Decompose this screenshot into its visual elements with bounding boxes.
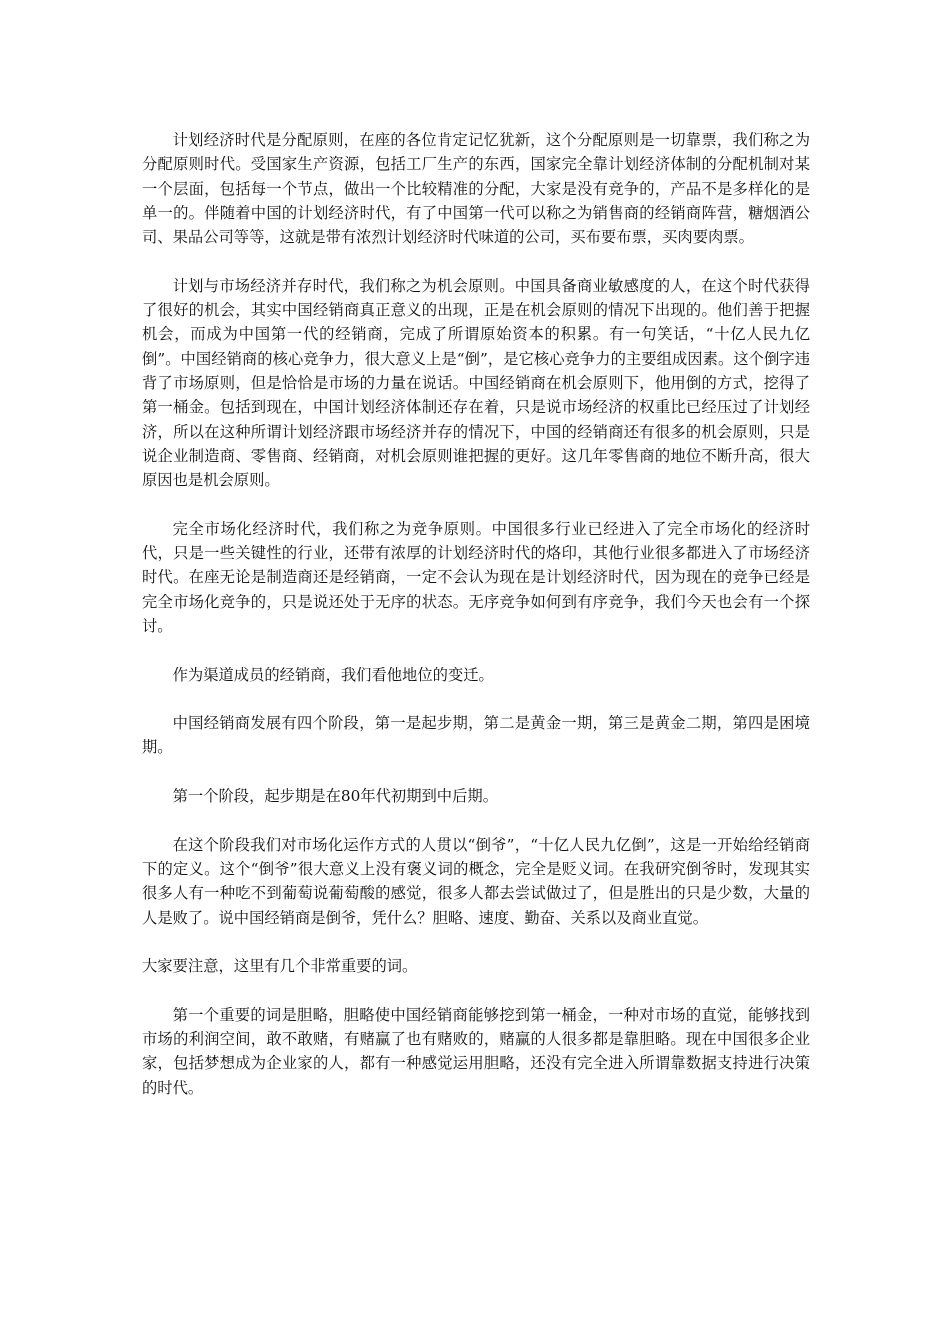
document-page	[142, 128, 810, 1124]
paragraph-daoye: 在这个阶段我们对市场化运作方式的人贯以“倒爷”，“十亿人民九亿倒”，这是一开始给经销商下的定义。这个“倒爷”很大意义上没有褒义词的概念，完全是贬义词。在我研究倒爷时，发现其实很多人有一种吃不到葡萄说葡萄酸的感觉，很多人都去尝试做过了，但是胜出的只是少数，大量的人是败了。说中国经销商是倒爷，凭什么？胆略、速度、勤奋、关系以及商业直觉。	[142, 835, 810, 927]
paragraph-channel-member: 作为渠道成员的经销商，我们看他地位的变迁。	[172, 665, 494, 684]
paragraph-first-stage: 第一个阶段，起步期是在80年代初期到中后期。	[172, 787, 498, 806]
paragraph-key-words-intro: 大家要注意，这里有几个非常重要的词。	[142, 957, 418, 976]
paragraph-planned-economy: 计划经济时代是分配原则，在座的各位肯定记忆犹新，这个分配原则是一切靠票，我们称之为分配原则时代。受国家生产资源，包括工厂生产的东西，国家完全靠计划经济体制的分配机制对某一个层面，包括每一个节点，做出一个比较精准的分配，大家是没有竞争的，产品不是多样化的是单一的。伴随着中国的计划经济时代，有了中国第一代可以称之为销售商的经销商阵营，糖烟酒公司、果品公司等等，这就是带有浓烈计划经济时代味道的公司，买布要布票，买肉要肉票。	[142, 131, 810, 247]
paragraph-courage: 第一个重要的词是胆略，胆略使中国经销商能够挖到第一桶金，一种对市场的直觉，能够找到市场的利润空间，敢不敢赌，有赌赢了也有赌败的，赌赢的人很多都是靠胆略。现在中国很多企业家，包括梦想成为企业家的人，都有一种感觉运用胆略，还没有完全进入所谓靠数据支持进行决策的时代。	[142, 1005, 810, 1097]
paragraph-coexistence-era: 计划与市场经济并存时代，我们称之为机会原则。中国具备商业敏感度的人，在这个时代获得了很好的机会，其实中国经销商真正意义的出现，正是在机会原则的情况下出现的。他们善于把握机会，而成为中国第一代的经销商，完成了所谓原始资本的积累。有一句笑话，“十亿人民九亿倒”。中国经销商的核心竞争力，很大意义上是“倒”，是它核心竞争力的主要组成因素。这个倒字违背了市场原则，但是恰恰是市场的力量在说话。中国经销商在机会原则下，他用倒的方式，挖得了第一桶金。包括到现在，中国计划经济体制还存在着，只是说市场经济的权重比已经压过了计划经济，所以在这种所谓计划经济跟市场经济并存的情况下，中国的经销商还有很多的机会原则，只是说企业制造商、零售商、经销商，对机会原则谁把握的更好。这几年零售商的地位不断升高，很大原因也是机会原则。	[142, 276, 810, 490]
paragraph-four-stages: 中国经销商发展有四个阶段，第一是起步期，第二是黄金一期，第三是黄金二期，第四是困境期。	[142, 714, 810, 757]
paragraph-market-economy: 完全市场化经济时代，我们称之为竞争原则。中国很多行业已经进入了完全市场化的经济时代，只是一些关键性的行业，还带有浓厚的计划经济时代的烙印，其他行业很多都进入了市场经济时代。在座无论是制造商还是经销商，一定不会认为现在是计划经济时代，因为现在的竞争已经是完全市场化竞争的，只是说还处于无序的状态。无序竞争如何到有序竞争，我们今天也会有一个探讨。	[142, 519, 810, 635]
